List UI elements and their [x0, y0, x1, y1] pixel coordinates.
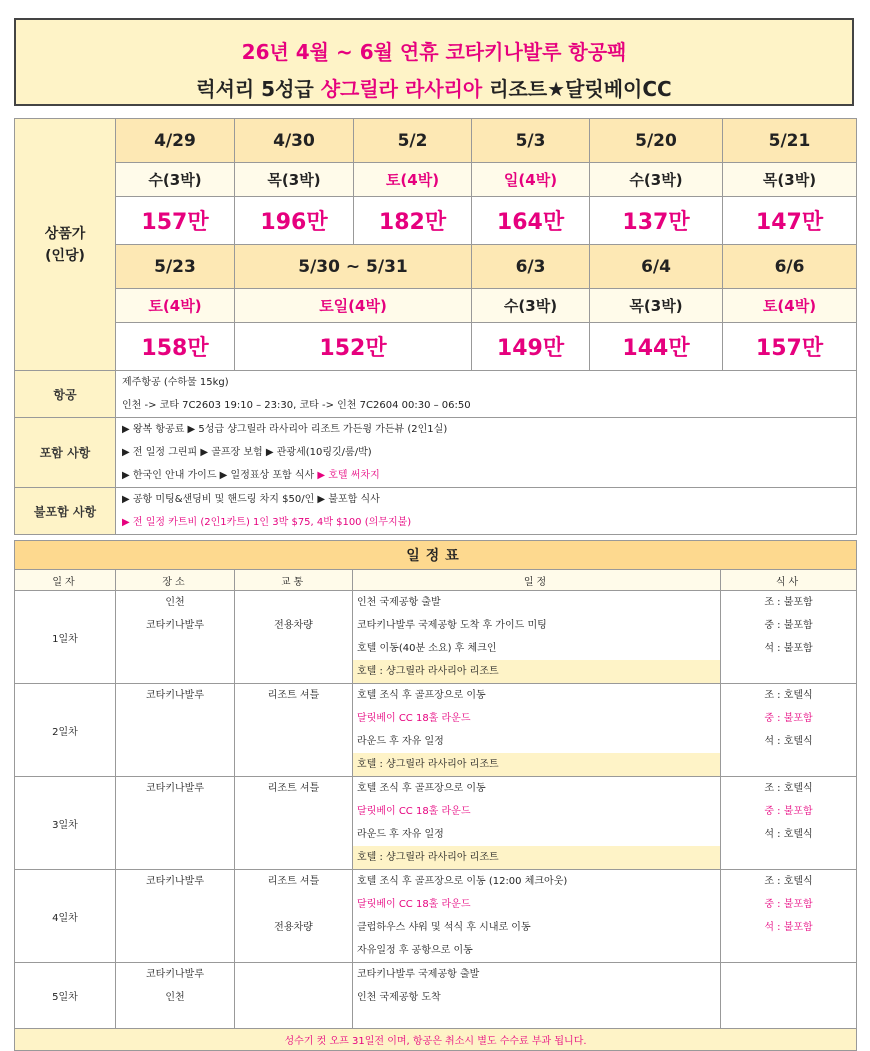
dow-cell: 목(3박) — [235, 163, 354, 197]
day-label: 4일차 — [15, 870, 116, 963]
date-cell: 6/6 — [723, 245, 857, 289]
price-cell: 157만 — [116, 197, 235, 245]
flight-line: 인천 -> 코타 7C2603 19:10 – 23:30, 코타 -> 인천 7C2604 00:30 – 06:50 — [122, 400, 471, 411]
dow-cell: 수(3박) — [472, 289, 590, 323]
meal-line: 석 : 불포함 — [764, 922, 813, 933]
meals-cell — [721, 684, 857, 777]
day-label: 1일차 — [15, 591, 116, 684]
excluded-label: 불포함 사항 — [15, 488, 116, 535]
day-label: 3일차 — [15, 777, 116, 870]
table-row — [15, 684, 857, 777]
excluded-line: ▶ 공항 미팅&샌딩비 및 핸드링 차지 $50/인 ▶ 불포함 식사 — [122, 494, 380, 505]
golf-round-line: 달릿베이 CC 18홀 라운드 — [357, 899, 471, 910]
hotel-line: 호텔 : 샹그릴라 라사리아 리조트 — [353, 753, 720, 776]
transport-cell — [235, 870, 353, 963]
transport-line: 전용차량 — [274, 922, 313, 933]
date-cell: 5/3 — [472, 119, 590, 163]
dow-cell: 일(4박) — [472, 163, 590, 197]
dow-cell: 수(3박) — [590, 163, 723, 197]
dow-cell: 토일(4박) — [235, 289, 472, 323]
meal-line: 조 : 호텔식 — [764, 783, 813, 794]
meal-line: 중 : 불포함 — [764, 806, 813, 817]
golf-round-line: 달릿베이 CC 18홀 라운드 — [357, 806, 471, 817]
meal-line: 조 : 호텔식 — [764, 690, 813, 701]
title-line2 — [16, 73, 852, 102]
itinerary-line: 라운드 후 자유 일정 — [357, 829, 444, 840]
price-cell: 157만 — [723, 323, 857, 371]
place-cell — [116, 591, 235, 684]
date-cell: 4/29 — [116, 119, 235, 163]
itinerary-line: 인천 국제공항 도착 — [357, 992, 441, 1003]
place-cell — [116, 870, 235, 963]
date-cell: 5/20 — [590, 119, 723, 163]
included-line — [116, 464, 856, 487]
meal-line: 석 : 호텔식 — [764, 736, 813, 747]
day-label: 2일차 — [15, 684, 116, 777]
meal-line: 석 : 불포함 — [764, 643, 813, 654]
day-label: 5일차 — [15, 963, 116, 1029]
transport-cell — [235, 777, 353, 870]
itinerary-line: 코타키나발루 국제공항 도착 후 가이드 미팅 — [357, 620, 547, 631]
date-cell: 5/2 — [354, 119, 472, 163]
transport-line: 리조트 셔틀 — [267, 690, 320, 701]
price-cell: 182만 — [354, 197, 472, 245]
price-label-line1: 상품가 — [44, 225, 86, 242]
itinerary-line: 클럽하우스 샤워 및 석식 후 시내로 이동 — [357, 922, 531, 933]
header-itinerary: 일정 — [353, 570, 721, 591]
itinerary-line: 라운드 후 자유 일정 — [357, 736, 444, 747]
table-row — [15, 591, 857, 684]
itinerary-line: 호텔 조식 후 골프장으로 이동 (12:00 체크아웃) — [357, 876, 568, 887]
dow-cell: 수(3박) — [116, 163, 235, 197]
table-row — [15, 963, 857, 1029]
dow-cell: 토(4박) — [116, 289, 235, 323]
excluded-line: ▶ 전 일정 카트비 (2인1카트) 1인 3박 $75, 4박 $100 (의무지불) — [122, 517, 412, 528]
header-place: 장소 — [116, 570, 235, 591]
date-cell: 5/30 ~ 5/31 — [235, 245, 472, 289]
transport-line: 전용차량 — [274, 620, 313, 631]
place-line: 코타키나발루 — [146, 969, 204, 980]
price-cell: 144만 — [590, 323, 723, 371]
header-day: 일자 — [15, 570, 116, 591]
meal-line: 조 : 불포함 — [764, 597, 813, 608]
transport-cell — [235, 963, 353, 1029]
itinerary-line: 인천 국제공항 출발 — [357, 597, 441, 608]
itinerary-cell — [353, 777, 721, 870]
price-cell: 196만 — [235, 197, 354, 245]
date-cell: 5/21 — [723, 119, 857, 163]
place-line: 코타키나발루 — [146, 690, 204, 701]
price-cell: 149만 — [472, 323, 590, 371]
itinerary-cell — [353, 684, 721, 777]
title-line2-pre: 럭셔리 5성급 — [196, 77, 321, 101]
included-line: ▶ 전 일정 그린피 ▶ 골프장 보험 ▶ 관광세(10링깃/룸/박) — [122, 447, 372, 458]
price-label — [15, 119, 116, 371]
excluded-details — [116, 488, 857, 535]
hotel-line: 호텔 : 샹그릴라 라사리아 리조트 — [353, 660, 720, 683]
included-line: ▶ 왕복 항공료 ▶ 5성급 샹그릴라 라사리아 리조트 가든윙 가든뷰 (2인1실) — [122, 424, 448, 435]
table-row — [15, 870, 857, 963]
dow-cell: 목(3박) — [723, 163, 857, 197]
transport-cell — [235, 591, 353, 684]
title-line2-post: 리조트★달릿베이CC — [482, 77, 672, 101]
meal-line: 중 : 불포함 — [764, 713, 813, 724]
table-row — [15, 777, 857, 870]
itinerary-cell — [353, 591, 721, 684]
itinerary-cell — [353, 870, 721, 963]
place-line: 인천 — [165, 992, 185, 1003]
meals-cell — [721, 963, 857, 1029]
flight-label: 항공 — [15, 371, 116, 418]
date-cell: 4/30 — [235, 119, 354, 163]
price-cell: 137만 — [590, 197, 723, 245]
meal-line: 조 : 호텔식 — [764, 876, 813, 887]
meal-line: 중 : 불포함 — [764, 899, 813, 910]
title-line1: 26년 4월 ~ 6월 연휴 코타키나발루 항공팩 — [241, 40, 627, 64]
place-cell — [116, 963, 235, 1029]
meal-line: 석 : 호텔식 — [764, 829, 813, 840]
price-table — [14, 118, 857, 371]
header-meals: 식사 — [721, 570, 857, 591]
meals-cell — [721, 591, 857, 684]
included-label: 포함 사항 — [15, 418, 116, 488]
hotel-line: 호텔 : 샹그릴라 라사리아 리조트 — [353, 846, 720, 869]
place-cell — [116, 777, 235, 870]
meals-cell — [721, 777, 857, 870]
place-line: 코타키나발루 — [146, 783, 204, 794]
itinerary-line: 호텔 조식 후 골프장으로 이동 — [357, 690, 486, 701]
itinerary-line: 코타키나발루 국제공항 출발 — [357, 969, 480, 980]
itinerary-cell — [353, 963, 721, 1029]
golf-round-line: 달릿베이 CC 18홀 라운드 — [357, 713, 471, 724]
transport-cell — [235, 684, 353, 777]
itinerary-line: 호텔 이동(40분 소요) 후 체크인 — [357, 643, 497, 654]
schedule-title: 일정표 — [15, 541, 857, 570]
footer-note: 성수기 컷 오프 31일전 이며, 항공은 취소시 별도 수수료 부과 됩니다. — [15, 1029, 857, 1051]
header-transport: 교통 — [235, 570, 353, 591]
price-cell: 152만 — [235, 323, 472, 371]
dow-cell: 토(4박) — [723, 289, 857, 323]
transport-line: 리조트 셔틀 — [267, 876, 320, 887]
place-line: 인천 — [165, 597, 185, 608]
included-line3-text: ▶ 한국인 안내 가이드 ▶ 일정표상 포함 식사 — [122, 470, 318, 481]
place-line: 코타키나발루 — [146, 876, 204, 887]
included-details — [116, 418, 857, 488]
schedule-table — [14, 540, 857, 1051]
info-table — [14, 370, 857, 535]
transport-line — [235, 591, 352, 614]
meal-line: 중 : 불포함 — [764, 620, 813, 631]
flight-details — [116, 371, 857, 418]
date-cell: 6/3 — [472, 245, 590, 289]
hotel-surcharge-text: ▶ 호텔 써차지 — [317, 470, 380, 481]
price-cell: 164만 — [472, 197, 590, 245]
flight-line: 제주항공 (수하물 15kg) — [122, 377, 229, 388]
meals-cell — [721, 870, 857, 963]
date-cell: 6/4 — [590, 245, 723, 289]
title-box — [14, 18, 854, 106]
itinerary-line: 호텔 조식 후 골프장으로 이동 — [357, 783, 486, 794]
transport-line — [235, 893, 352, 916]
dow-cell: 토(4박) — [354, 163, 472, 197]
title-hotel-name: 샹그릴라 라사리아 — [320, 77, 483, 101]
price-cell: 158만 — [116, 323, 235, 371]
date-cell: 5/23 — [116, 245, 235, 289]
itinerary-line: 자유일정 후 공항으로 이동 — [357, 945, 473, 956]
price-label-line2: (인당) — [45, 247, 85, 264]
transport-line: 리조트 셔틀 — [267, 783, 320, 794]
price-cell: 147만 — [723, 197, 857, 245]
place-line: 코타키나발루 — [146, 620, 204, 631]
place-cell — [116, 684, 235, 777]
dow-cell: 목(3박) — [590, 289, 723, 323]
